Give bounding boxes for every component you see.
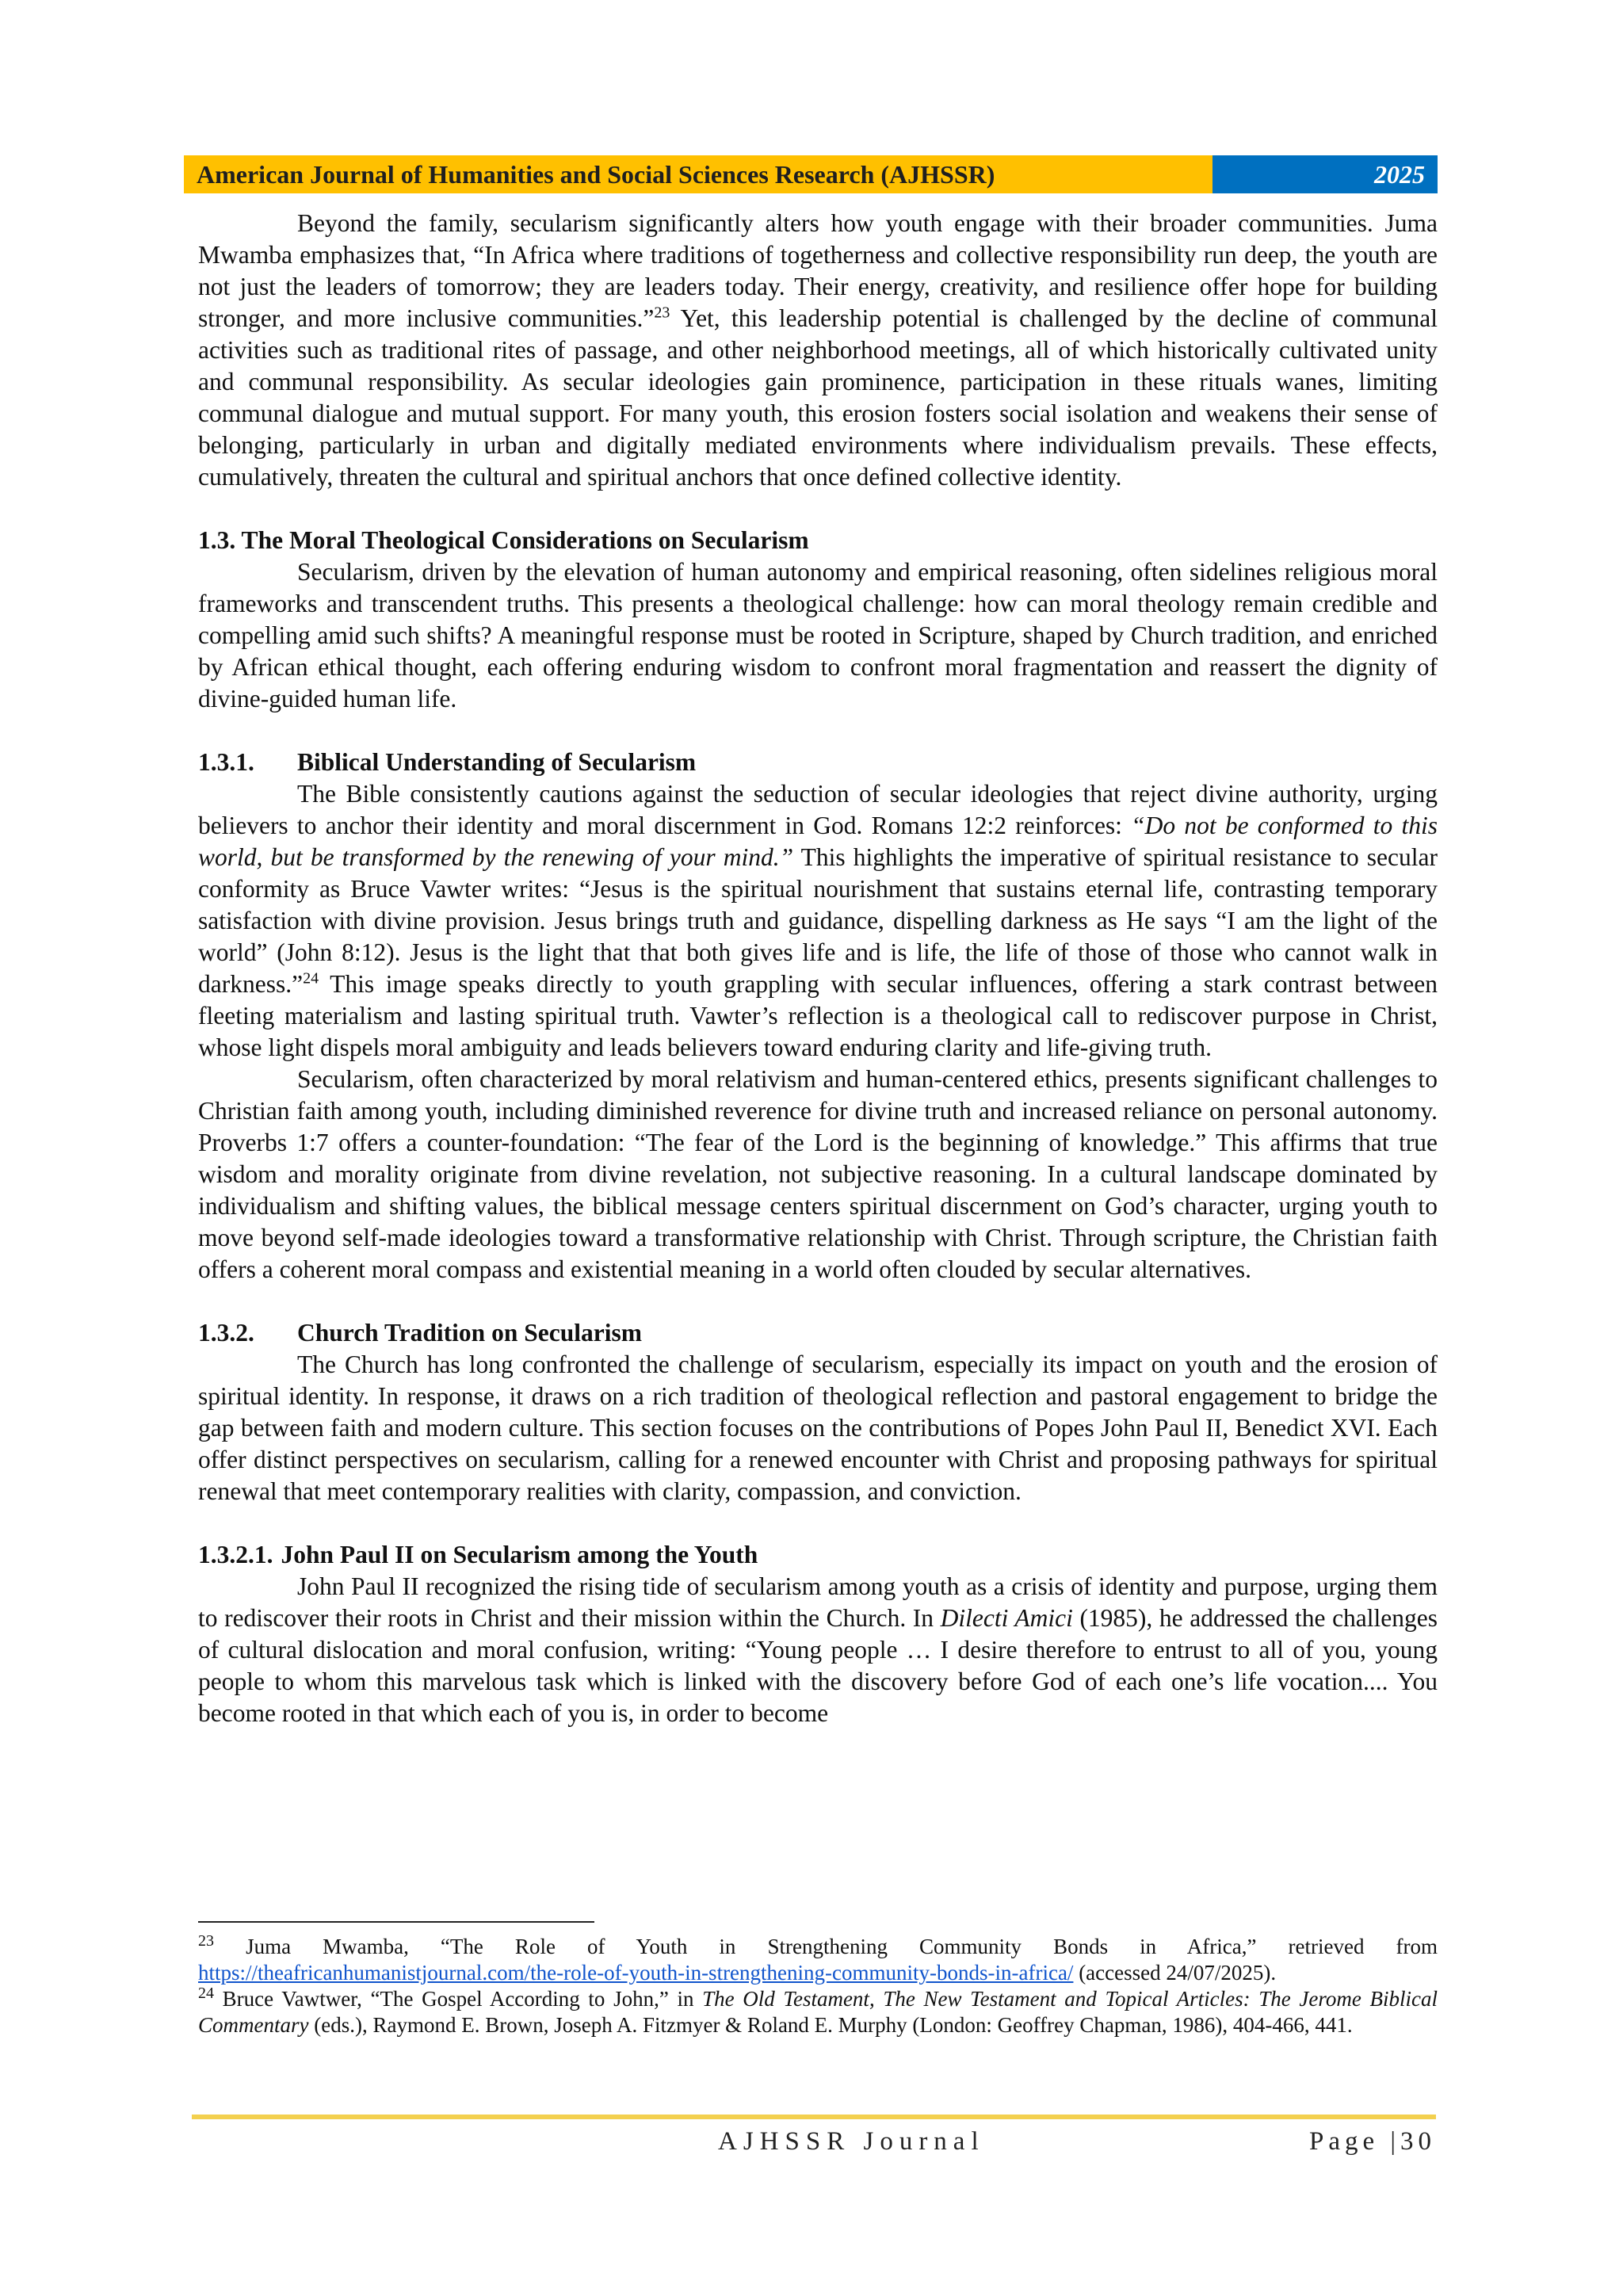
section-heading-1-3-2-1: 1.3.2.1. John Paul II on Secularism among the Youth: [198, 1541, 758, 1568]
scripture-quote: “Do not be conformed to this world, but be transformed by the renewing of your mind.”: [198, 812, 1438, 871]
page-footer: [192, 2127, 1436, 2162]
footnote-divider: [198, 1921, 594, 1923]
journal-header: [184, 155, 1438, 193]
paragraph-biblical-1: The Bible consistently cautions against the seduction of secular ideologies that reject divine authority, urging believers to anchor their identity and moral discernment in God. Romans 12:2 reinforces: “Do not be conformed to this world, but be transformed by the renewing of your mind.” This highlights the imperative of spiritual resistance to secular conformity as Bruce Vawter writes: “Jesus is the spiritual nourishment that sustains eternal life, contrasting temporary satisfaction with divine provision. Jesus brings truth and guidance, dispelling darkness as He says “I am the light of the world” (John 8:12). Jesus is the light that that both gives life and is life, the life of those of those who cannot walk in darkness.”$^{24}$ This image speaks directly to youth grappling with secular influences, offering a stark contrast between fleeting materialism and lasting spiritual truth. Vawter’s reflection is a theological call to rediscover purpose in Christ, whose light dispels moral ambiguity and leads believers toward enduring clarity and life-giving truth.: [198, 780, 1438, 1061]
journal-title: American Journal of Humanities and Social Sciences Research (AJHSSR): [184, 155, 1212, 193]
footnote-23: $^{23}$ Juma Mwamba, “The Role of Youth in Strengthening Community Bonds in Africa,” retrieved from https://theafricanhumanistjournal.com/the-role-of-youth-in-strengthening-community-bonds-in-africa/ (accessed 24/07/2025).: [198, 1932, 1438, 1985]
paragraph-biblical-2: Secularism, often characterized by moral relativism and human-centered ethics, presents significant challenges to Christian faith among youth, including diminished reverence for divine truth and increased reliance on personal autonomy. Proverbs 1:7 offers a counter-foundation: “The fear of the Lord is the beginning of knowledge.” This affirms that true wisdom and morality originate from divine revelation, not subjective reasoning. In a cultural landscape dominated by individualism and shifting values, the biblical message centers spiritual discernment on God’s character, urging youth to move beyond self-made ideologies toward a transformative relationship with Christ. Through scripture, the Christian faith offers a coherent moral compass and existential meaning in a world often clouded by secular alternatives.: [198, 1065, 1438, 1283]
section-heading-1-3: 1.3. The Moral Theological Considerations on Secularism: [198, 526, 809, 554]
section-heading-1-3-1: 1.3.1. Biblical Understanding of Secularism: [198, 748, 697, 776]
footnotes: [198, 1934, 1438, 2038]
journal-year: 2025: [1212, 155, 1438, 193]
section-heading-1-3-2: 1.3.2. Church Tradition on Secularism: [198, 1319, 642, 1347]
paragraph-church-tradition: The Church has long confronted the challenge of secularism, especially its impact on youth and the erosion of spiritual identity. In response, it draws on a rich tradition of theological reflection and pastoral engagement to bridge the gap between faith and modern culture. This section focuses on the contributions of Popes John Paul II, Benedict XVI. Each offer distinct perspectives on secularism, calling for a renewed encounter with Christ and proposing pathways for spiritual renewal that meet contemporary realities with clarity, compassion, and conviction.: [198, 1350, 1438, 1505]
footnote-ref-24[interactable]: 24: [303, 969, 319, 988]
article-body: [198, 208, 1438, 1729]
footnote-23-link[interactable]: https://theafricanhumanistjournal.com/the-role-of-youth-in-strengthening-community-bonds-in-africa/: [198, 1961, 1074, 1985]
page-number: Page |30: [1308, 2127, 1436, 2156]
footnote-ref-23[interactable]: 23: [654, 304, 670, 322]
paragraph-moral-theology: Secularism, driven by the elevation of human autonomy and empirical reasoning, often sidelines religious moral frameworks and transcendent truths. This presents a theological challenge: how can moral theology remain credible and compelling amid such shifts? A meaningful response must be rooted in Scripture, shaped by Church tradition, and enriched by African ethical thought, each offering enduring wisdom to confront moral fragmentation and reassert the dignity of divine-guided human life.: [198, 558, 1438, 712]
footnote-24: $^{24}$ Bruce Vawtwer, “The Gospel According to John,” in The Old Testament, The New Testament and Topical Articles: The Jerome Biblical Commentary (eds.), Raymond E. Brown, Joseph A. Fitzmyer & Roland E. Murphy (London: Geoffrey Chapman, 1986), 404-466, 441.: [198, 1985, 1438, 2037]
footer-rule: [192, 2115, 1436, 2119]
paragraph-community: Beyond the family, secularism significantly alters how youth engage with their broader communities. Juma Mwamba emphasizes that, “In Africa where traditions of togetherness and collective responsibility run deep, the youth are not just the leaders of tomorrow; they are leaders today. Their energy, creativity, and resilience offer hope for building stronger, and more inclusive communities.”$^{23}$ Yet, this leadership potential is challenged by the decline of communal activities such as traditional rites of passage, and other neighborhood meetings, all of which historically cultivated unity and communal responsibility. As secular ideologies gain prominence, participation in these rituals wanes, limiting communal dialogue and mutual support. For many youth, this erosion fosters social isolation and weakens their sense of belonging, particularly in urban and digitally mediated environments where individualism prevails. These effects, cumulatively, threaten the cultural and spiritual anchors that once defined collective identity.: [198, 209, 1438, 491]
paragraph-john-paul: John Paul II recognized the rising tide of secularism among youth as a crisis of identity and purpose, urging them to rediscover their roots in Christ and their mission within the Church. In Dilecti Amici (1985), he addressed the challenges of cultural dislocation and moral confusion, writing: “Young people … I desire therefore to entrust to all of you, young people to whom this marvelous task which is linked with the discovery before God of each one’s life vocation.... You become rooted in that which each of you is, in order to become: [198, 1572, 1438, 1727]
footer-journal: AJHSSR Journal: [718, 2127, 985, 2156]
